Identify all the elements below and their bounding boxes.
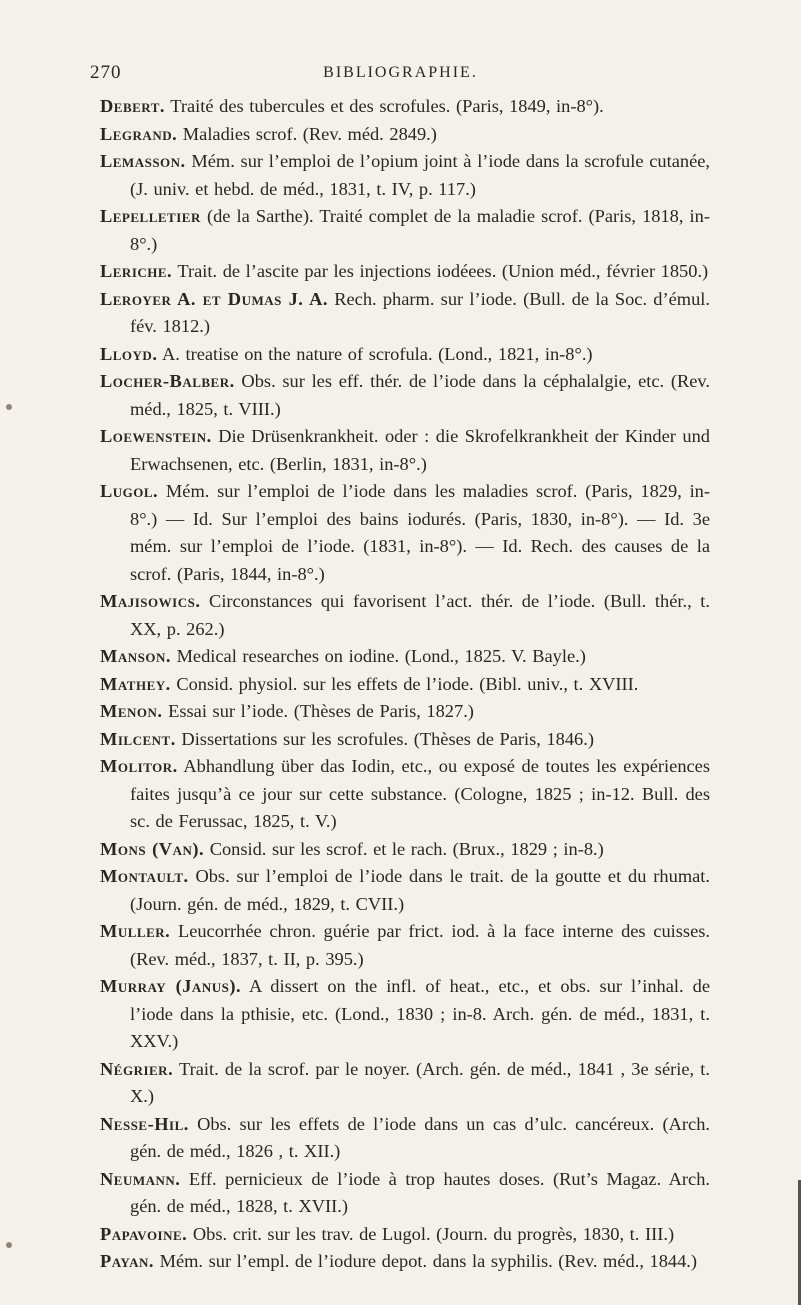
bibliography-entry xyxy=(100,671,710,699)
entry-text: Abhandlung über das Iodin, etc., ou exposé de toutes les expériences faites jusqu’à ce jour sur cette substance. (Cologne, 1825 ; in-12. Bull. des sc. de Ferussac, 1825, t. V.) xyxy=(130,756,710,831)
bibliography-list xyxy=(100,93,710,1276)
entry-text: Obs. sur les effets de l’iode dans un cas d’ulc. cancéreux. (Arch. gén. de méd., 1826 , t. XII.) xyxy=(130,1113,710,1161)
bibliography-entry xyxy=(100,1166,710,1221)
bibliography-entry xyxy=(100,1248,710,1276)
bibliography-entry xyxy=(100,1111,710,1166)
entry-author: Locher-Balber. xyxy=(100,371,235,391)
bibliography-entry xyxy=(100,643,710,671)
bibliography-entry xyxy=(100,478,710,588)
bibliography-entry xyxy=(100,341,710,369)
entry-text: Eff. pernicieux de l’iode à trop hautes doses. (Rut’s Magaz. Arch. gén. de méd., 1828, t. XVII.) xyxy=(130,1168,710,1216)
bibliography-entry xyxy=(100,1221,710,1249)
page-header xyxy=(0,62,801,86)
entry-text: Die Drüsenkrankheit. oder : die Skrofelkrankheit der Kinder und Erwachsenen, etc. (Berlin, 1831, in-8°.) xyxy=(130,426,710,474)
entry-text: Mém. sur l’empl. de l’iodure depot. dans la syphilis. (Rev. méd., 1844.) xyxy=(154,1251,698,1271)
bibliography-entry xyxy=(100,121,710,149)
bibliography-entry xyxy=(100,918,710,973)
margin-mark xyxy=(6,1242,12,1248)
entry-text: A. treatise on the nature of scrofula. (Lond., 1821, in-8°.) xyxy=(157,343,593,364)
bibliography-entry xyxy=(100,588,710,643)
bibliography-entry xyxy=(100,368,710,423)
bibliography-entry xyxy=(100,973,710,1056)
entry-author: Muller. xyxy=(100,921,171,941)
entry-author: Mons (Van). xyxy=(100,838,205,859)
entry-text: Essai sur l’iode. (Thèses de Paris, 1827.) xyxy=(162,701,474,721)
entry-author: Neumann. xyxy=(100,1168,181,1189)
entry-author: Montault. xyxy=(100,866,189,886)
entry-author: Manson. xyxy=(100,646,171,666)
entry-author: Legrand. xyxy=(100,123,178,144)
running-title: BIBLIOGRAPHIE. xyxy=(323,64,478,81)
entry-author: Milcent. xyxy=(100,728,176,749)
entry-text: Leucorrhée chron. guérie par frict. iod. à la face interne des cuisses. (Rev. méd., 1837, t. II, p. 395.) xyxy=(130,921,710,969)
entry-text: Medical researches on iodine. (Lond., 1825. V. Bayle.) xyxy=(170,646,586,666)
entry-author: Leriche. xyxy=(100,261,173,281)
entry-text: Rech. pharm. sur l’iode. (Bull. de la Soc. d’émul. fév. 1812.) xyxy=(130,288,710,336)
entry-text: Consid. physiol. sur les effets de l’iode. (Bibl. univ., t. XVIII. xyxy=(170,673,639,694)
entry-text: Obs. crit. sur les trav. de Lugol. (Journ. du progrès, 1830, t. III.) xyxy=(187,1223,675,1244)
bibliography-entry xyxy=(100,836,710,864)
entry-text: Consid. sur les scrof. et le rach. (Brux., 1829 ; in-8.) xyxy=(204,838,604,859)
entry-text: A dissert on the infl. of heat., etc., et obs. sur l’inhal. de l’iode dans la pthisie, etc. (Lond., 1830 ; in-8. Arch. gén. de méd., 1831, t. XXV.) xyxy=(130,976,710,1051)
bibliography-entry xyxy=(100,726,710,754)
entry-author: Lepelletier xyxy=(100,206,201,226)
entry-author: Debert. xyxy=(100,96,165,116)
margin-mark xyxy=(6,404,12,410)
entry-author: Murray (Janus). xyxy=(100,976,242,996)
entry-text: Obs. sur les eff. thér. de l’iode dans la céphalalgie, etc. (Rev. méd., 1825, t. VIII.) xyxy=(130,371,710,419)
bibliography-entry xyxy=(100,753,710,836)
entry-text: Circonstances qui favorisent l’act. thér. de l’iode. (Bull. thér., t. XX, p. 262.) xyxy=(130,591,710,639)
bibliography-entry xyxy=(100,286,710,341)
entry-text: Maladies scrof. (Rev. méd. 2849.) xyxy=(177,123,437,144)
entry-text: Traité des tubercules et des scrofules. (Paris, 1849, in-8°). xyxy=(165,96,604,116)
entry-author: Payan. xyxy=(100,1251,154,1271)
entry-text: (de la Sarthe). Traité complet de la maladie scrof. (Paris, 1818, in-8°.) xyxy=(130,206,710,254)
entry-author: Négrier. xyxy=(100,1058,174,1079)
entry-text: Trait. de la scrof. par le noyer. (Arch. gén. de méd., 1841 , 3e série, t. X.) xyxy=(130,1058,710,1106)
entry-author: Menon. xyxy=(100,701,163,721)
entry-author: Mathey. xyxy=(100,673,171,694)
entry-text: Mém. sur l’emploi de l’iode dans les maladies scrof. (Paris, 1829, in-8°.) — Id. Sur l’emploi des bains iodurés. (Paris, 1830, in-8°). — Id. 3e mém. sur l’emploi de l’iode. (1831, in-8°). — Id. Rech. des causes de la scrof. (Paris, 1844, in-8°.) xyxy=(130,481,710,584)
bibliography-entry xyxy=(100,423,710,478)
bibliography-entry xyxy=(100,258,710,286)
bibliography-entry xyxy=(100,203,710,258)
bibliography-entry xyxy=(100,1056,710,1111)
page-number: 270 xyxy=(90,62,122,83)
entry-text: Dissertations sur les scrofules. (Thèses de Paris, 1846.) xyxy=(175,728,594,749)
bibliography-entry xyxy=(100,863,710,918)
entry-author: Lugol. xyxy=(100,481,159,501)
bibliography-entry xyxy=(100,698,710,726)
entry-author: Loewenstein. xyxy=(100,426,212,446)
bibliography-entry xyxy=(100,93,710,121)
entry-author: Molitor. xyxy=(100,756,178,776)
entry-author: Lloyd. xyxy=(100,343,158,364)
entry-text: Obs. sur l’emploi de l’iode dans le trait. de la goutte et du rhumat. (Journ. gén. de méd., 1829, t. CVII.) xyxy=(130,866,710,914)
bibliography-entry xyxy=(100,148,710,203)
entry-author: Nesse-Hil. xyxy=(100,1113,189,1134)
entry-text: Mém. sur l’emploi de l’opium joint à l’iode dans la scrofule cutanée, (J. univ. et hebd. de méd., 1831, t. IV, p. 117.) xyxy=(130,151,710,199)
entry-author: Lemasson. xyxy=(100,151,186,171)
entry-author: Papavoine. xyxy=(100,1223,188,1244)
entry-author: Majisowics. xyxy=(100,591,201,611)
entry-author: Leroyer A. et Dumas J. A. xyxy=(100,288,328,309)
entry-text: Trait. de l’ascite par les injections iodéees. (Union méd., février 1850.) xyxy=(172,261,709,281)
